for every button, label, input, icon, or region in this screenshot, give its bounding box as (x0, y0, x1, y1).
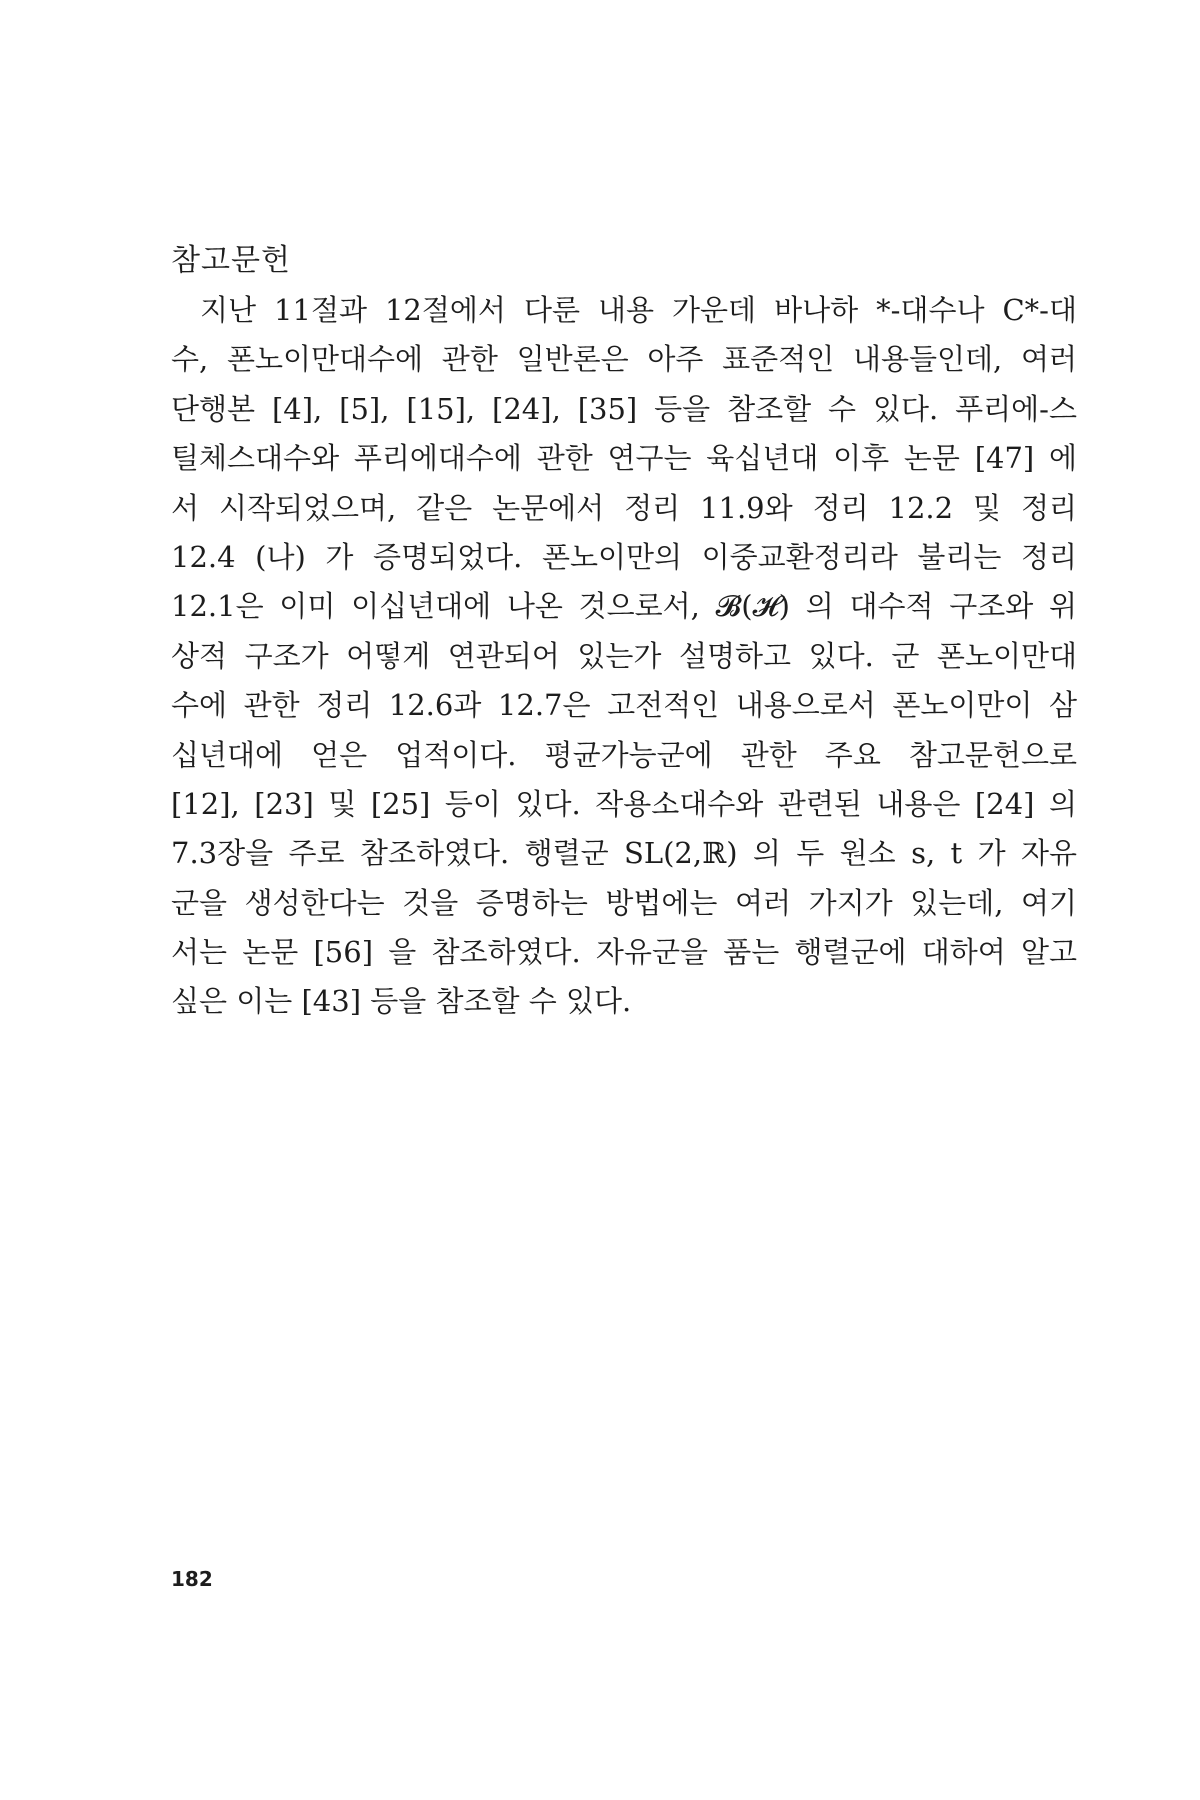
paragraph-line-12: 7.3장을 주로 참조하였다. 행렬군 SL(2,ℝ) 의 두 원소 s, t 가 자유 (171, 836, 1077, 871)
paragraph-line-5: 서 시작되었으며, 같은 논문에서 정리 11.9와 정리 12.2 및 정리 (171, 490, 1077, 525)
body-paragraph (171, 286, 1077, 1027)
paragraph-line-3: 단행본 [4], [5], [15], [24], [35] 등을 참조할 수 있다. 푸리에-스 (171, 391, 1077, 426)
paragraph-line-14: 서는 논문 [56] 을 참조하였다. 자유군을 품는 행렬군에 대하여 알고 (171, 935, 1077, 970)
paragraph-line-8: 상적 구조가 어떻게 연관되어 있는가 설명하고 있다. 군 폰노이만대 (171, 638, 1077, 673)
paragraph-line-2: 수, 폰노이만대수에 관한 일반론은 아주 표준적인 내용들인데, 여러 (171, 342, 1077, 377)
paragraph-line-10: 십년대에 얻은 업적이다. 평균가능군에 관한 주요 참고문헌으로 (171, 737, 1077, 772)
paragraph-line-6: 12.4 (나) 가 증명되었다. 폰노이만의 이중교환정리라 불리는 정리 (171, 539, 1077, 574)
page-number: 182 (171, 1567, 213, 1591)
paragraph-line-9: 수에 관한 정리 12.6과 12.7은 고전적인 내용으로서 폰노이만이 삼 (171, 688, 1077, 723)
paragraph-line-11: [12], [23] 및 [25] 등이 있다. 작용소대수와 관련된 내용은 [24] 의 (171, 786, 1077, 821)
paragraph-line-1: 지난 11절과 12절에서 다룬 내용 가운데 바나하 *-대수나 C*-대 (200, 293, 1077, 327)
paragraph-line-4: 틸체스대수와 푸리에대수에 관한 연구는 육십년대 이후 논문 [47] 에 (171, 441, 1077, 476)
paragraph-line-13: 군을 생성한다는 것을 증명하는 방법에는 여러 가지가 있는데, 여기 (171, 885, 1077, 920)
section-title: 참고문헌 (171, 243, 291, 278)
paragraph-line-15: 싶은 이는 [43] 등을 참조할 수 있다. (171, 984, 632, 1019)
paragraph-line-7: 12.1은 이미 이십년대에 나온 것으로서, 𝓑(𝓗) 의 대수적 구조와 위 (171, 589, 1077, 624)
